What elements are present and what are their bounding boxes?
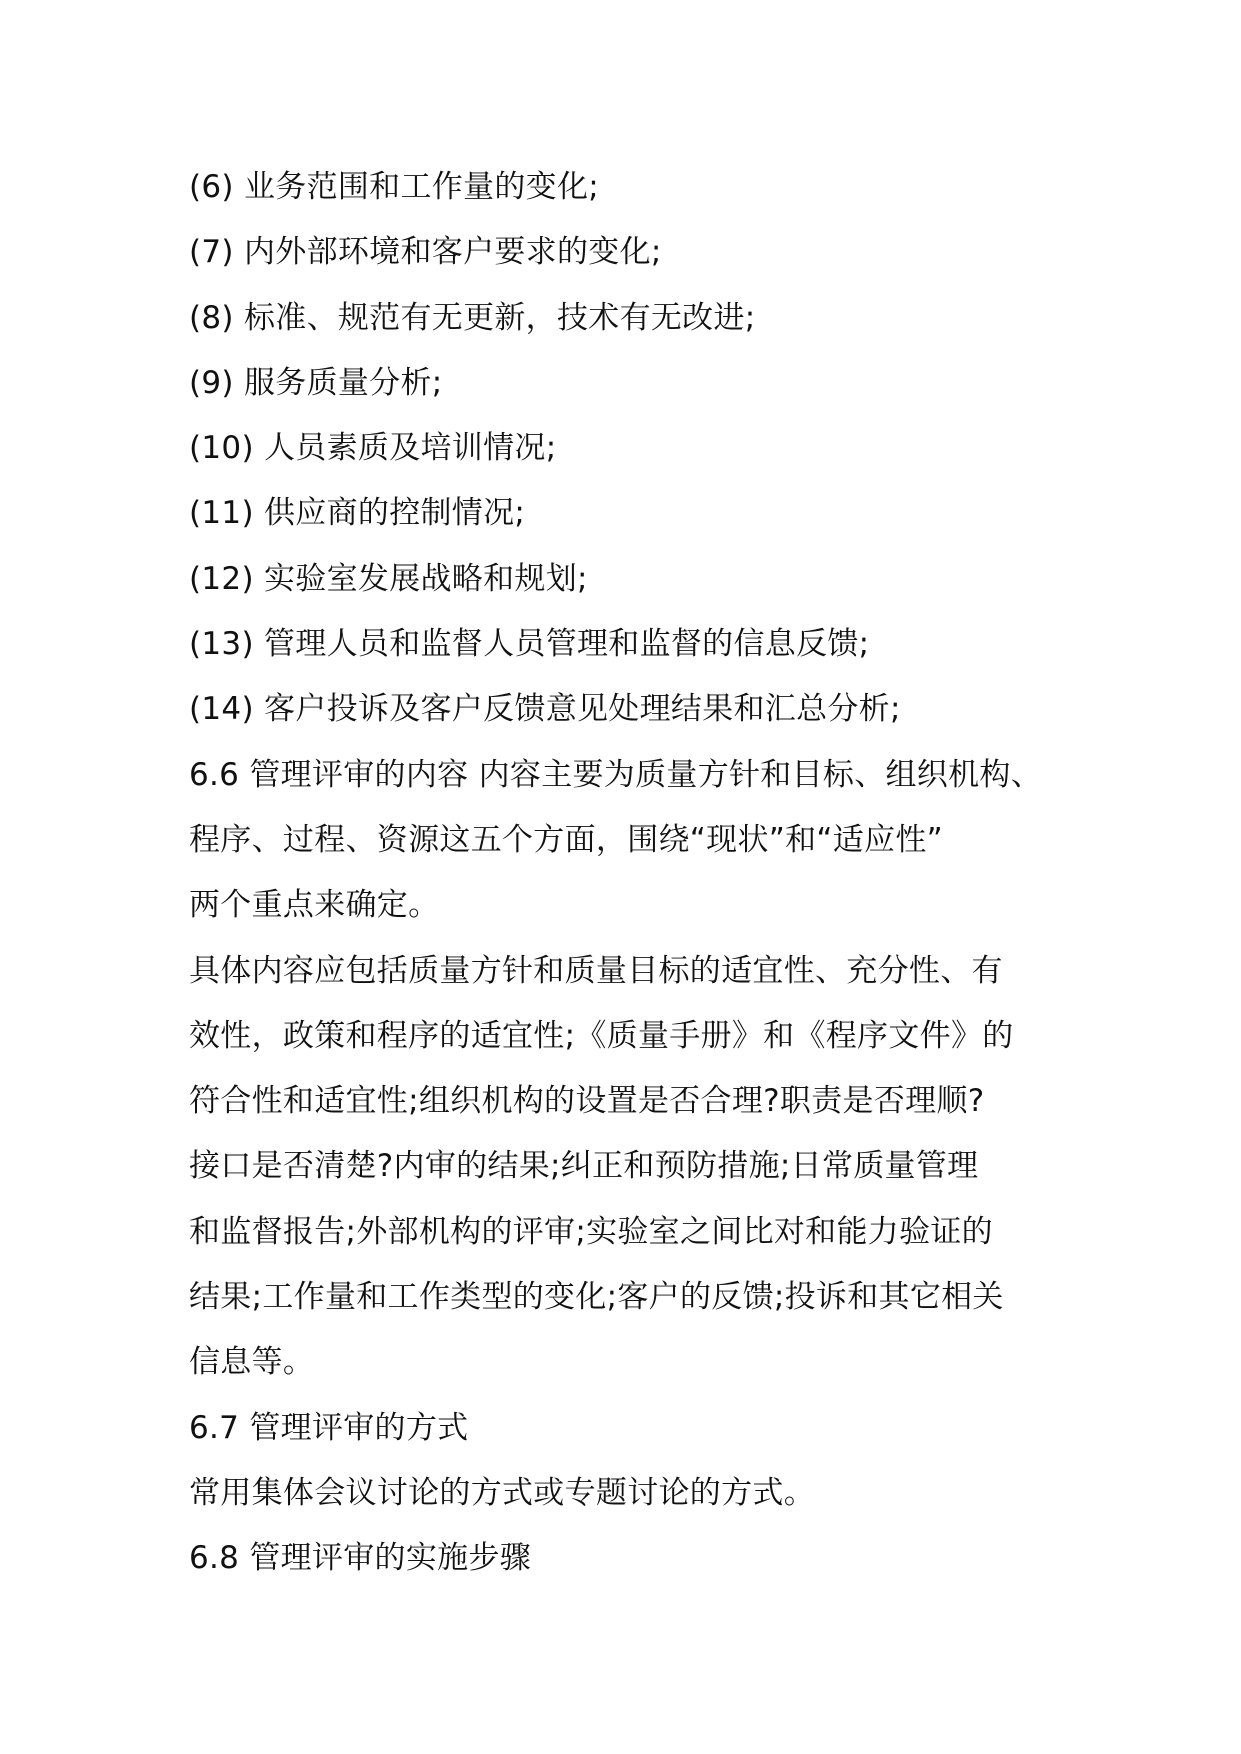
list-item-9: (9) 服务质量分析;	[189, 364, 443, 401]
paragraph-line: 和监督报告;外部机构的评审;实验室之间比对和能力验证的	[189, 1213, 993, 1250]
list-item-12: (12) 实验室发展战略和规划;	[189, 560, 588, 597]
section-6-7-heading: 6.7 管理评审的方式	[189, 1409, 469, 1446]
section-6-6-text-line: 两个重点来确定。	[189, 887, 440, 924]
paragraph-line: 符合性和适宜性;组织机构的设置是否合理?职责是否理顺?	[189, 1083, 985, 1120]
list-item-13: (13) 管理人员和监督人员管理和监督的信息反馈;	[189, 626, 870, 663]
list-item-11: (11) 供应商的控制情况;	[189, 495, 526, 532]
paragraph-line: 结果;工作量和工作类型的变化;客户的反馈;投诉和其它相关	[189, 1279, 1004, 1316]
document-body	[189, 155, 1089, 1592]
section-6-7-text: 常用集体会议讨论的方式或专题讨论的方式。	[189, 1474, 815, 1511]
section-6-8-heading: 6.8 管理评审的实施步骤	[189, 1540, 532, 1577]
section-6-6-heading: 6.6 管理评审的内容 内容主要为质量方针和目标、组织机构、	[189, 756, 1043, 793]
section-6-6-text-line: 程序、过程、资源这五个方面，围绕“现状”和“适应性”	[189, 821, 944, 858]
list-item-8: (8) 标准、规范有无更新，技术有无改进;	[189, 299, 756, 336]
paragraph-line: 效性，政策和程序的适宜性;《质量手册》和《程序文件》的	[189, 1017, 1014, 1054]
paragraph-line: 接口是否清楚?内审的结果;纠正和预防措施;日常质量管理	[189, 1148, 979, 1185]
list-item-6: (6) 业务范围和工作量的变化;	[189, 169, 600, 205]
list-item-10: (10) 人员素质及培训情况;	[189, 430, 557, 467]
list-item-14: (14) 客户投诉及客户反馈意见处理结果和汇总分析;	[189, 691, 901, 728]
paragraph-line: 信息等。	[189, 1344, 315, 1381]
paragraph-line: 具体内容应包括质量方针和质量目标的适宜性、充分性、有	[189, 952, 1003, 989]
list-item-7: (7) 内外部环境和客户要求的变化;	[189, 234, 662, 271]
